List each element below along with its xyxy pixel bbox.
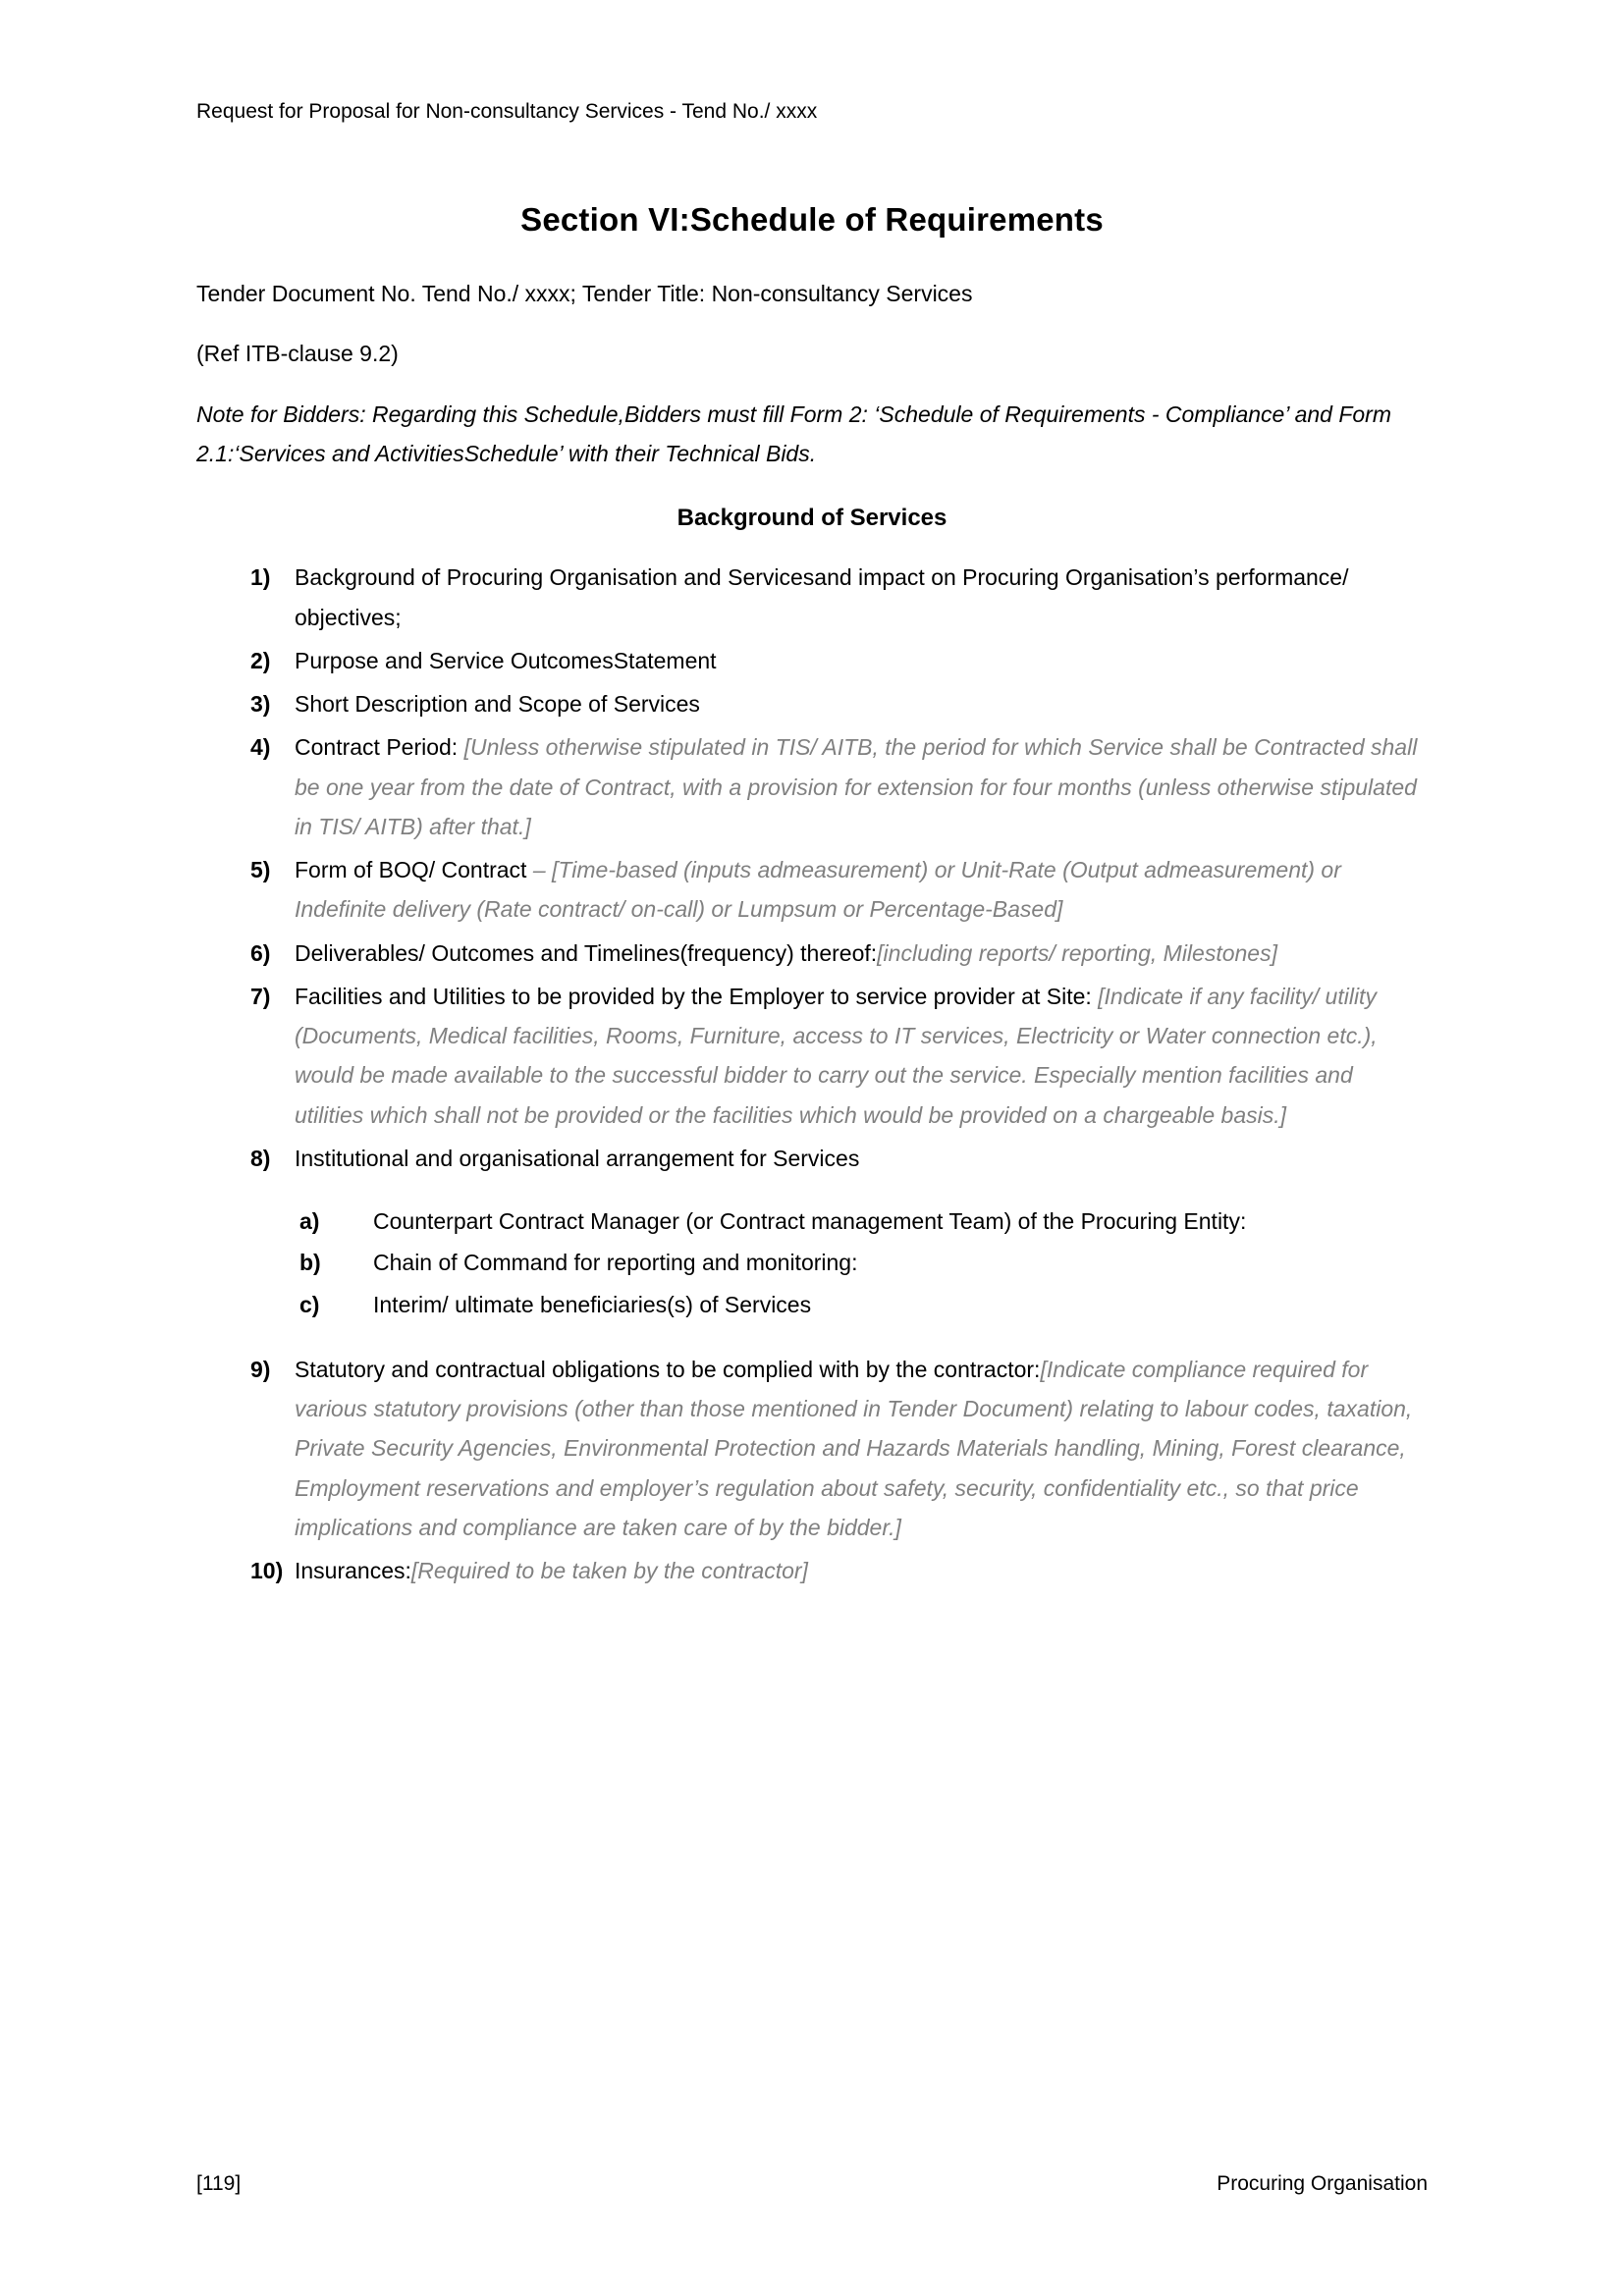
- page-number: [119]: [196, 2172, 242, 2195]
- item-text: Deliverables/ Outcomes and Timelines(frequency) thereof:: [295, 939, 878, 966]
- list-item: [196, 1350, 1428, 1547]
- list-item: [196, 1139, 1428, 1178]
- placeholder-text: [including reports/ reporting, Milestones]: [877, 939, 1277, 966]
- sub-list-item-letter: a): [299, 1208, 320, 1235]
- section-title: Section VI:Schedule of Requirements: [520, 201, 1104, 239]
- list-item-number: 2): [250, 647, 271, 673]
- list-item-number: 6): [250, 939, 271, 966]
- sub-list-item: [196, 1243, 1428, 1282]
- list-item-number: 9): [250, 1356, 271, 1382]
- background-of-services-heading: Background of Services: [677, 505, 947, 532]
- page-header: Request for Proposal for Non-consultancy Services - Tend No./ xxxx: [196, 100, 818, 123]
- tender-info-line: Tender Document No. Tend No./ xxxx; Tender Title: Non-consultancy Services: [196, 281, 973, 307]
- list-item: [196, 684, 1428, 723]
- item-text: Contract Period:: [295, 734, 464, 761]
- page-footer: [196, 2172, 1428, 2196]
- item-text: Facilities and Utilities to be provided by the Employer to service provider at Site:: [295, 983, 1099, 1009]
- list-item: [196, 1551, 1428, 1590]
- list-item-text: [295, 1350, 1428, 1547]
- ref-clause-line: (Ref ITB-clause 9.2): [196, 340, 399, 366]
- list-item: [196, 641, 1428, 680]
- item-text: Institutional and organisational arrangement for Services: [295, 1145, 860, 1171]
- list-item-text: [295, 1139, 1428, 1178]
- sub-list-item-letter: b): [299, 1250, 321, 1276]
- item-text: Background of Procuring Organisation and Servicesand impact on Procuring Organisation’s performance/ objectives;: [295, 564, 1349, 630]
- list-item-number: 1): [250, 564, 271, 591]
- sub-list-item-text: Interim/ ultimate beneficiaries(s) of Services: [373, 1291, 812, 1317]
- sub-list-item-text: Counterpart Contract Manager (or Contract management Team) of the Procuring Entity:: [373, 1208, 1247, 1235]
- list-item-text: [295, 558, 1428, 637]
- sub-list-item: [196, 1201, 1428, 1241]
- item-text: Short Description and Scope of Services: [295, 691, 700, 718]
- list-item: [196, 934, 1428, 973]
- item-text: Purpose and Service OutcomesStatement: [295, 647, 717, 673]
- sub-list-item-letter: c): [299, 1291, 320, 1317]
- list-item: [196, 558, 1428, 637]
- placeholder-text: [Required to be taken by the contractor]: [410, 1558, 808, 1584]
- item-text: Insurances:: [295, 1558, 411, 1584]
- list-item-text: [295, 850, 1428, 930]
- list-item-text: [295, 684, 1428, 723]
- list-item-text: [295, 641, 1428, 680]
- note-for-bidders: Note for Bidders: Regarding this Schedule,Bidders must fill Form 2: ‘Schedule of Requirements - Compliance’ and Form 2.1:‘Services and ActivitiesSchedule’ with their Technical Bids.: [196, 400, 1392, 467]
- list-item: [196, 977, 1428, 1135]
- placeholder-text: [Indicate if any facility/ utility (Documents, Medical facilities, Rooms, Furniture, access to IT services, Electricity or Water connection etc.), would be made available to the successful bidder to carry out the service. Especially mention facilities and utilities which shall not be provided or the facilities which would be provided on a chargeable basis.]: [295, 983, 1378, 1128]
- list-item-number: 5): [250, 857, 271, 883]
- item-text: Statutory and contractual obligations to be complied with by the contractor:: [295, 1356, 1041, 1382]
- list-item: [196, 727, 1428, 846]
- list-item-text: [295, 934, 1428, 973]
- list-item-number: 8): [250, 1145, 271, 1171]
- sub-list: [196, 1201, 1428, 1324]
- sub-list-item-text: Chain of Command for reporting and monitoring:: [373, 1250, 858, 1276]
- sub-list-item: [196, 1285, 1428, 1324]
- item-text: Form of BOQ/ Contract: [295, 857, 533, 883]
- list-item-number: 10): [250, 1558, 284, 1584]
- list-item-number: 3): [250, 691, 271, 718]
- list-item-number: 4): [250, 734, 271, 761]
- list-item-text: [295, 1551, 1428, 1590]
- placeholder-text: [Unless otherwise stipulated in TIS/ AITB, the period for which Service shall be Contracted shall be one year from the date of Contract, with a provision for extension for four months (unless otherwise stipulated in TIS/ AITB) after that.]: [295, 734, 1418, 839]
- placeholder-text: – [Time-based (inputs admeasurement) or Unit-Rate (Output admeasurement) or Indefinite delivery (Rate contract/ on-call) or Lumpsum or Percentage-Based]: [295, 857, 1341, 923]
- list-item-number: 7): [250, 983, 271, 1009]
- placeholder-text: [Indicate compliance required for various statutory provisions (other than those mentioned in Tender Document) relating to labour codes, taxation, Private Security Agencies, Environmental Protection and Hazards Materials handling, Mining, Forest clearance, Employment reservations and employer’s regulation about safety, security, confidentiality etc., so that price implications and compliance are taken care of by the bidder.]: [295, 1356, 1413, 1540]
- list-item-text: [295, 977, 1428, 1135]
- footer-organisation: Procuring Organisation: [1217, 2172, 1428, 2195]
- list-item-text: [295, 727, 1428, 846]
- list-item: [196, 850, 1428, 930]
- requirements-list: [196, 558, 1428, 1590]
